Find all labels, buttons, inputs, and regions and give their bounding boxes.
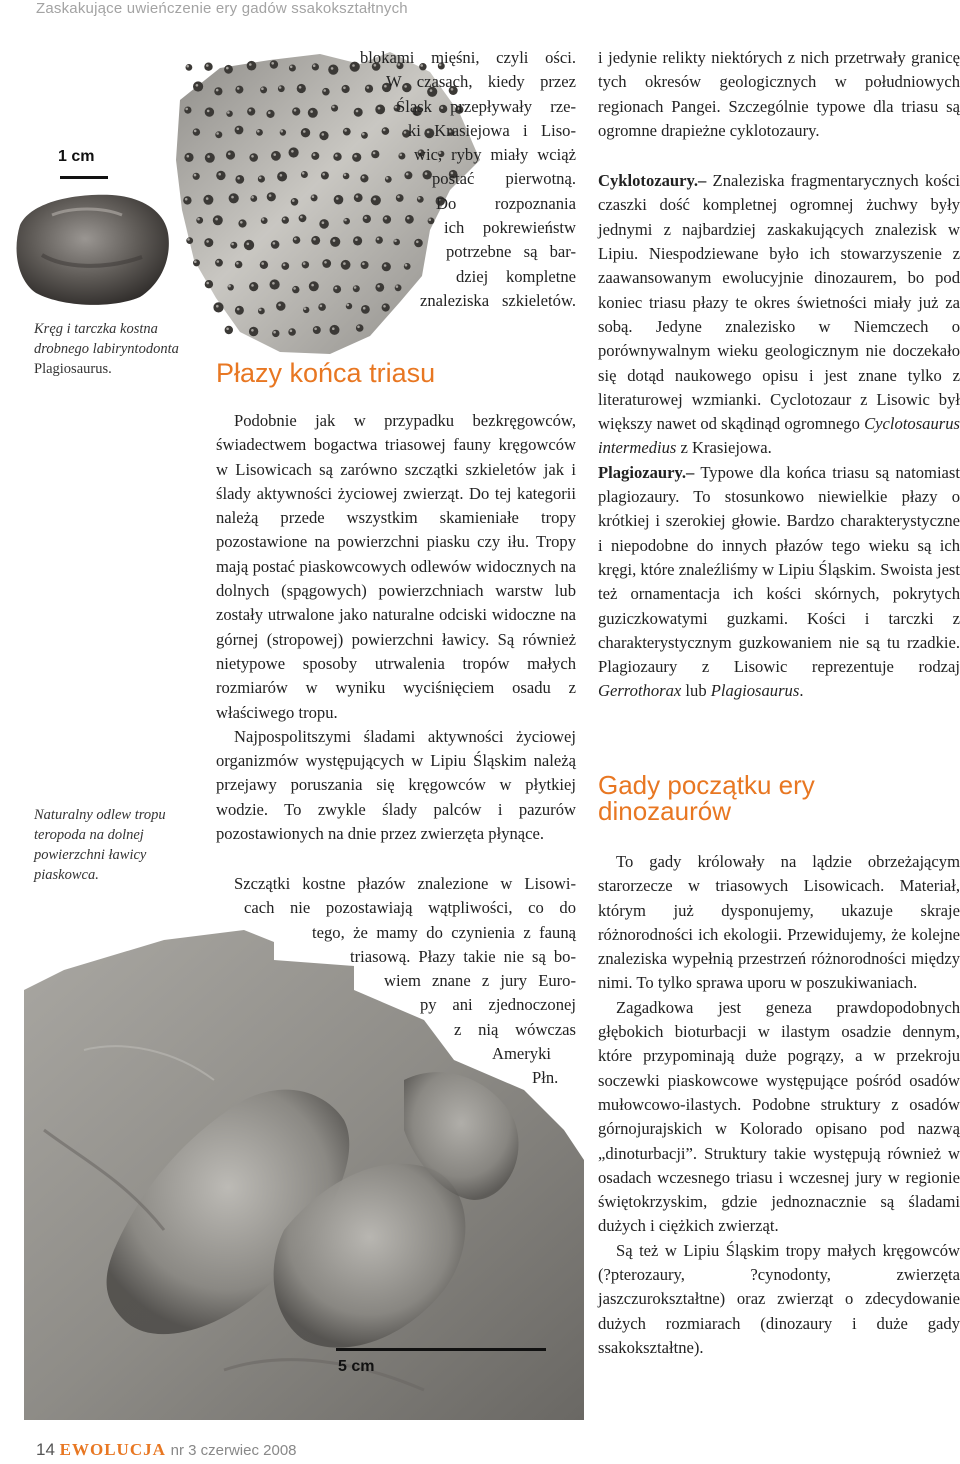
tubercle: [186, 237, 193, 244]
tubercle: [226, 150, 235, 159]
magazine-name: EWOLUCJA: [59, 1440, 166, 1459]
tubercle-highlight: [187, 238, 190, 241]
tubercle: [271, 151, 281, 161]
tubercle-highlight: [228, 153, 231, 156]
tubercle-highlight: [261, 262, 264, 265]
tubercle-highlight: [262, 218, 265, 221]
tubercle-highlight: [290, 330, 293, 333]
running-head: Zaskakujące uwieńczenie ery gadów ssakokształtnych: [36, 0, 408, 17]
footprint-caption: [34, 805, 179, 885]
tubercle-highlight: [283, 218, 286, 221]
text-line: triasową. Płazy takie nie są bo-: [350, 946, 576, 966]
species-name: Cyclotosaurus intermedius: [598, 414, 960, 458]
tubercle-highlight: [206, 64, 209, 67]
tubercle-highlight: [259, 309, 262, 312]
text-line: Szczątki kostne płazów znalezione w Lisowi-: [234, 874, 576, 893]
tubercle: [226, 111, 232, 117]
tubercle: [291, 198, 299, 206]
tubercle-highlight: [218, 173, 221, 176]
tubercle: [261, 217, 268, 224]
tubercle-highlight: [273, 153, 276, 156]
tubercle-highlight: [185, 108, 188, 111]
tubercle-highlight: [215, 218, 218, 221]
tubercle: [184, 153, 193, 162]
vertebra-caption: [34, 319, 184, 379]
tubercle-highlight: [249, 109, 252, 112]
tubercle-highlight: [271, 62, 274, 65]
paragraph: Podobnie jak w przypadku bezkręgowców, świadectwem bogactwa triasowej fauny kręgowców w Lisowicach są zarówno szczątki szkieletów jak i ślady aktywności życiowej zwierząt. Do tej kategorii należą przede wszystkim skamieniałe tropy pozostawione na powierzchni piasku czy iłu. Tropy mają postać piaskowcowych odlewów widocznych na dolnych (spągowych) powierzchniach warstw lub zostały utrwalone jako naturalne odciski widoczne na górnej (stropowej) powierzchni ławicy. Są również nietypowe sposoby utrwalenia tropów małych rozmiarów w wyniku wyciśnięciem osadu z właściwego tropu.: [216, 411, 576, 722]
text-line: cach nie pozostawiają wątpliwości, co do: [244, 898, 576, 918]
text-line: z nią wówczas: [454, 1019, 576, 1039]
tubercle: [289, 147, 299, 157]
tubercle: [216, 171, 225, 180]
heading-line: dinozaurów: [598, 796, 731, 826]
tubercle: [267, 192, 276, 201]
tubercle: [235, 306, 244, 315]
text-line: Ameryki: [492, 1044, 551, 1064]
tubercle: [184, 107, 191, 114]
tubercle-highlight: [231, 196, 234, 199]
tubercle: [229, 193, 239, 203]
tubercle: [292, 286, 299, 293]
tubercle: [270, 60, 278, 68]
tubercle-highlight: [206, 197, 209, 200]
tubercle: [276, 301, 285, 310]
section-heading-gady: [598, 772, 815, 824]
tubercle-highlight: [251, 155, 254, 158]
tubercle: [235, 261, 243, 269]
middle-top-block: [300, 46, 576, 313]
tubercle: [288, 328, 296, 336]
tubercle-highlight: [294, 109, 297, 112]
tubercle-highlight: [272, 282, 275, 285]
tubercle-highlight: [206, 240, 209, 243]
tubercle: [270, 279, 280, 289]
tubercle-highlight: [290, 66, 293, 69]
text-line: wic, ryby miały wciąż: [414, 145, 576, 165]
genus-name: Gerrothorax: [598, 681, 682, 701]
tubercle: [249, 153, 258, 162]
tubercle: [289, 65, 296, 72]
tubercle: [280, 129, 286, 135]
tubercle: [238, 219, 246, 227]
text-run: lub: [681, 681, 711, 701]
tubercle-highlight: [231, 243, 234, 246]
paragraph-plagiozaury: [598, 461, 960, 704]
tubercle-highlight: [251, 284, 254, 287]
vertebra-scale-label: 1 cm: [58, 148, 95, 165]
paragraph: Są też w Lipiu Śląskim tropy małych kręgowców (?pterozaury, ?cynodonty, zwierzęta jaszczurokształtne) oraz zwierząt o zdecydowanie dużych rozmiarach (dinozaury i duże gady ssakokształtne).: [598, 1240, 960, 1357]
text-line: W czasach, kiedy przez: [386, 72, 576, 92]
text-run: Typowe dla końca triasu są natomiast plagiozaury. To stosunkowo niewielkie płazy o krótkiej i szerokiej głowie. Bardzo charakterystyczne i niepodobne do innych płazów tego wieku są ich kręgi, które znaleźliśmy w Lipiu Śląskim. Swoista jest też ornamentacja ich kości skórnych, pokrytych guziczkowatymi guzkami. Kości i tarczki z charakterystycznym guzkowaniem nie są tu rzadkie. Plagiozaury z Lisowic reprezentuje rodzaj: [598, 462, 960, 677]
tubercle-highlight: [196, 84, 199, 87]
tubercle-highlight: [291, 150, 294, 153]
tubercle-highlight: [237, 308, 240, 311]
tubercle: [271, 240, 280, 249]
text-run: z Krasiejowa.: [676, 438, 772, 458]
text-line: tego, że mamy do czynienia z fauną: [312, 922, 576, 942]
tubercle-highlight: [187, 155, 190, 158]
tubercle: [258, 308, 265, 315]
text-line: potrzebne są bar-: [446, 242, 576, 262]
tubercle-highlight: [280, 130, 283, 133]
tubercle-highlight: [207, 110, 210, 113]
tubercle: [313, 326, 321, 334]
paragraph: Zagadkowa jest geneza prawdopodobnych głębokich bioturbacji w ilastym osadzie dennym, które przypominają duże pogrązy, a w przekroju soczewki piaskowcowe występujące pośród osadów mułowcowo-ilastych. Podobne struktury z osadów górnojurajskich w Kolorado opisano pod nazwą „dinoturbacji”. Struktury takie występują również w osadach wczesnego triasu i wczesnej jury w regionie świętokrzyskim, gdzie jednoznacznie są śladami dużych i ciężkich zwierząt.: [598, 997, 960, 1236]
paragraph-cyklotozaury: [598, 169, 960, 461]
vertebra-photo: [12, 185, 172, 310]
tubercle: [204, 238, 213, 247]
tubercle-highlight: [194, 260, 197, 263]
tubercle: [278, 85, 285, 92]
tubercle-highlight: [206, 282, 209, 285]
tubercle-highlight: [283, 264, 286, 267]
tubercle: [204, 63, 212, 71]
tubercle: [213, 302, 223, 312]
vertebra-caption-italic: Kręg i tarczka kostna drobnego labiryntodonta: [34, 321, 179, 357]
tubercle-highlight: [186, 65, 189, 68]
tubercle-highlight: [261, 87, 264, 90]
middle-column-body: [216, 409, 576, 846]
tubercle-highlight: [216, 305, 219, 308]
tubercle-highlight: [185, 198, 188, 201]
tubercle: [249, 282, 258, 291]
tubercle: [193, 259, 200, 266]
tubercle-highlight: [227, 111, 230, 114]
right-column-bottom: [598, 850, 960, 1360]
tubercle-highlight: [273, 242, 276, 245]
tubercle-highlight: [226, 67, 229, 70]
tubercle-highlight: [237, 87, 240, 90]
tubercle-highlight: [240, 221, 243, 224]
text-run: Znaleziska fragmentarycznych kości czaszki dość kompletnej ogromnej żuchwy były jednymi z najbardziej zaskakujących znalezisk w Lipiu. Niespodziewane było ich stowarzyszenie z zaawansowanym ewolucyjnie dinozaurem, bo pod koniec triasu płazy te okres świetności miały już za sobą. Jedyne znalezisko w Niemczech o porównywalnym wieku geologicznym nie doczekało się dotąd naukowego opisu i jest znane tylko z literaturowej wzmianki. Cyclotozaur z Lisowic był większy nawet od skądinąd ogromnego: [598, 171, 960, 434]
text-line: py ani zjednoczonej: [420, 995, 576, 1015]
heading-line: Gady początku ery: [598, 770, 815, 800]
tubercle-highlight: [294, 238, 297, 241]
vertebra-caption-genus: Plagiosaurus.: [34, 361, 112, 377]
paragraph: i jedynie relikty niektórych z nich przetrwały granicę tych okresów geologicznych w południowych regionach Pangei. Szczególnie typowe dla triasu są ogromne drapieżne cyklotozaury.: [598, 48, 960, 140]
tubercle-highlight: [216, 132, 219, 135]
tubercle: [228, 284, 234, 290]
tubercle: [260, 261, 268, 269]
tubercle-highlight: [228, 285, 231, 288]
tubercle-highlight: [269, 194, 272, 197]
lead-in-cyklotozaury: Cyklotozaury.–: [598, 171, 707, 191]
tubercle: [193, 173, 200, 180]
right-column-top: [598, 46, 960, 704]
text-line: Śląsk przepływały rze-: [396, 96, 576, 116]
tubercle-highlight: [217, 260, 220, 263]
tubercle: [205, 280, 213, 288]
tubercle: [205, 107, 214, 116]
issue-info: nr 3 czerwiec 2008: [170, 1442, 297, 1459]
text-run: .: [799, 681, 804, 701]
text-line: ich pokrewieństw: [444, 218, 576, 238]
paragraph: To gady królowały na lądzie obrzeżającym starorzecze w triasowych Lisowicach. Materiał, którym już dysponujemy, ukazuje skraje różnorodności ich ekologii. Przewidujemy, że kolejne znaleziska wypełnią przestrzeń różnorodności między nimi. To tylko sprawa uporu w poszukiwaniach.: [598, 852, 960, 993]
tubercle-highlight: [216, 89, 219, 92]
tubercle: [277, 172, 287, 182]
tubercle-highlight: [278, 304, 281, 307]
tubercle: [213, 215, 223, 225]
tubercle-highlight: [197, 218, 200, 221]
tubercle-highlight: [293, 287, 296, 290]
middle-wrap-block: [216, 872, 576, 1091]
paragraph: Najpospolitszymi śladami aktywności życiowej organizmów występujących w Lipiu Śląskim należą przejawy poruszania się kręgowców w płytkiej wodzie. To zwykle ślady palców i pazurów pozostawionych na dnie przez zwierzęta płynące.: [216, 726, 576, 844]
text-line: Płn.: [532, 1068, 559, 1088]
genus-name: Plagiosaurus: [710, 681, 800, 701]
footprint-caption-text: Naturalny odlew tropu teropoda na dolnej powierzchni ławicy piaskowca.: [34, 807, 166, 883]
tubercle: [214, 87, 222, 95]
tubercle: [272, 330, 279, 337]
tubercle: [256, 129, 263, 136]
tubercle-highlight: [237, 128, 240, 131]
tubercle-highlight: [268, 111, 271, 114]
section-heading-plazy: Płazy końca triasu: [216, 358, 436, 388]
tubercle: [260, 86, 267, 93]
tubercle: [247, 107, 255, 115]
page-number: 14: [36, 1440, 55, 1459]
text-line: Do rozpoznania: [436, 193, 576, 213]
tubercle-highlight: [236, 262, 239, 265]
tubercle-highlight: [280, 174, 283, 177]
text-line: blokami mięśni, czyli ości.: [360, 48, 576, 67]
tubercle: [193, 81, 203, 91]
tubercle-highlight: [194, 174, 197, 177]
tubercle: [247, 61, 257, 71]
tubercle: [235, 175, 244, 184]
text-line: postać pierwotną.: [432, 169, 576, 189]
tubercle-highlight: [247, 243, 250, 246]
footprint-scale-label: 5 cm: [338, 1358, 375, 1375]
text-line: ki Krasiejowa i Liso-: [408, 120, 576, 140]
tubercle: [215, 259, 223, 267]
tubercle-highlight: [207, 155, 210, 158]
tubercle: [244, 240, 254, 250]
tubercle-highlight: [259, 177, 262, 180]
tubercle-highlight: [257, 130, 260, 133]
tubercle: [235, 126, 244, 135]
tubercle: [224, 65, 233, 74]
tubercle: [281, 262, 289, 270]
tubercle-highlight: [251, 196, 254, 199]
tubercle: [203, 195, 213, 205]
tubercle: [193, 128, 200, 135]
tubercle: [196, 217, 203, 224]
tubercle-highlight: [292, 199, 295, 202]
tubercle-highlight: [194, 130, 197, 133]
text-line: wiem znane z jury Euro-: [384, 971, 576, 991]
tubercle: [186, 64, 193, 71]
tubercle: [235, 86, 243, 94]
tubercle: [249, 327, 258, 336]
tubercle: [282, 216, 289, 223]
folio: [36, 1440, 297, 1460]
tubercle: [205, 153, 215, 163]
tubercle: [266, 110, 274, 118]
text-line: dziej kompletne: [456, 266, 576, 286]
tubercle: [250, 195, 257, 202]
tubercle-highlight: [251, 329, 254, 332]
tubercle-highlight: [237, 177, 240, 180]
tubercle: [183, 196, 191, 204]
text-line: znaleziska szkieletów.: [420, 290, 576, 310]
tubercle-highlight: [249, 63, 252, 66]
tubercle: [230, 242, 237, 249]
tubercle-highlight: [279, 86, 282, 89]
tubercle-highlight: [273, 331, 276, 334]
tubercle: [356, 324, 364, 332]
footprint-scale-bar: [336, 1348, 546, 1351]
vertebra-scale-bar: [60, 176, 108, 179]
tubercle-highlight: [357, 326, 360, 329]
tubercle-highlight: [332, 327, 335, 330]
lead-in-plagiozaury: Plagiozaury.–: [598, 462, 695, 482]
tubercle: [215, 131, 222, 138]
tubercle-highlight: [226, 328, 229, 331]
tubercle-highlight: [314, 328, 317, 331]
tubercle: [258, 175, 265, 182]
tubercle: [225, 326, 233, 334]
tubercle: [330, 325, 340, 335]
